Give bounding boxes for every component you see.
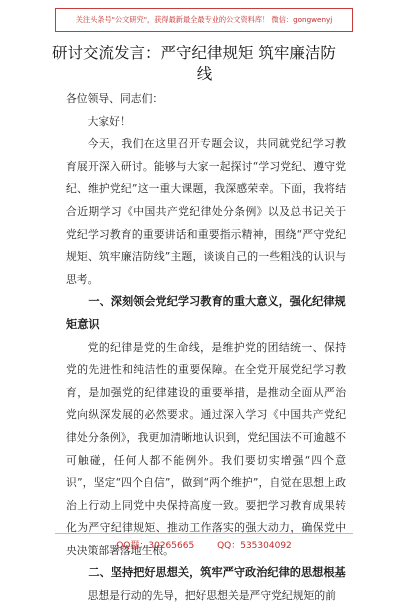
salutation: 各位领导、同志们： (66, 92, 164, 105)
document-title-line2: 线 (196, 65, 213, 83)
section2-heading: 二、坚持把好思想关，筑牢严守政治纪律的思想根基 (88, 566, 346, 580)
header-banner (55, 8, 353, 32)
footer-divider (55, 533, 353, 534)
document-title (52, 43, 357, 85)
section1-paragraph: 党的纪律是党的生命线，是维护党的团结统一、保持党的先进性和纯洁性的重要保障。在全党开展党纪学习教育，是加强党的纪律建设的重要举措，是推动全面从严治党向纵深发展的必然要求。通过深入学习《中国共产党纪律处分条例》，我更加清晰地认识到，党纪国法不可逾越不可触碰，任何人都不能例外。我们要切实增强“四个意识”，坚定“四个自信”，做到“两个维护”，自觉在思想上政治上行动上同党中央保持高度一致。要把学习教育成果转化为严守纪律规矩、推动工作落实的强大动力，确保党中央决策部署落地生根。 (66, 340, 346, 557)
document-body (66, 88, 346, 608)
greeting: 大家好！ (87, 114, 131, 128)
header-banner-text: 关注头条号"公文研究"，获得最新最全最专业的公文资料库！ 微信：gongwenyj (75, 15, 333, 24)
intro-paragraph: 今天，我们在这里召开专题会议，共同就党纪学习教育展开深入研讨。能够与大家一起探讨“学习党纪、遵守党纪、维护党纪”这一重大课题，我深感荣幸。下面，我将结合近期学习《中国共产党纪律处分条例》以及总书记关于党纪学习教育的重要讲话和重要指示精神，围绕“严守党纪规矩、筑牢廉洁防线”主题，谈谈自己的一些粗浅的认识与思考。 (66, 137, 346, 286)
section1-heading: 一、深刻领会党纪学习教育的重大意义，强化纪律规矩意识 (66, 295, 346, 331)
document-title-line1: 研讨交流发言：严守纪律规矩 筑牢廉洁防 (52, 44, 336, 62)
section2-paragraph: 思想是行动的先导，把好思想关是严守党纪规矩的前 (87, 589, 336, 603)
footer-contact: QQ群：30265665 QQ：535304092 (116, 541, 292, 551)
